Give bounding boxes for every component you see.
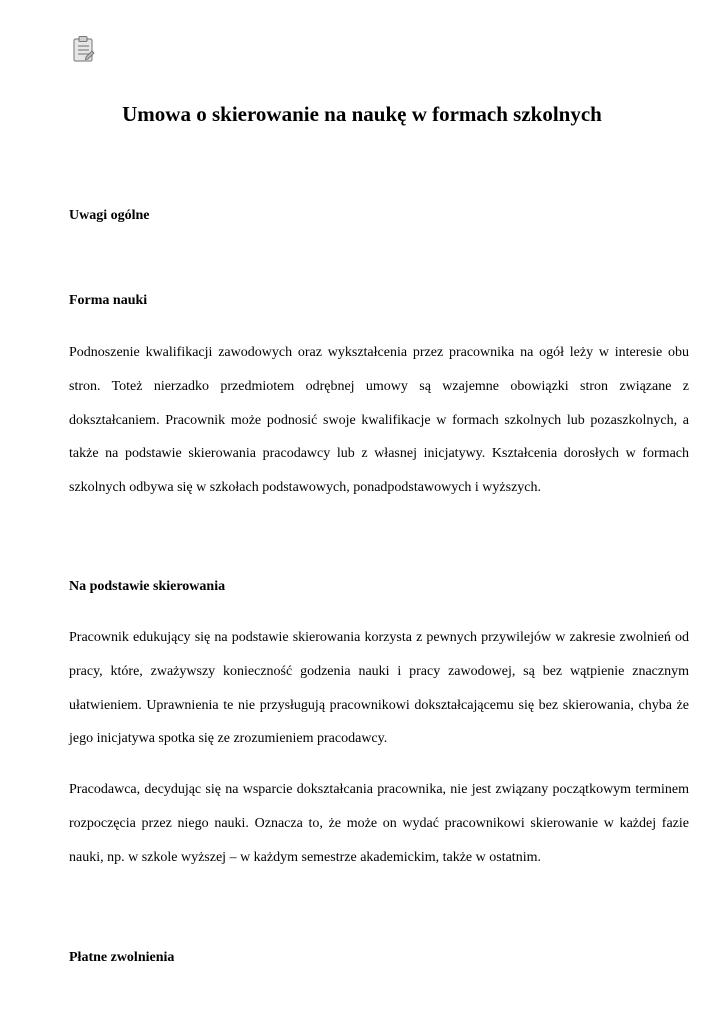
section-heading-general: Uwagi ogólne	[69, 208, 150, 223]
clipboard-document-icon	[72, 34, 96, 64]
document-title: Umowa o skierowanie na naukę w formach szkolnych	[122, 102, 602, 126]
paragraph-form: Podnoszenie kwalifikacji zawodowych oraz wykształcenia przez pracownika na ogół leży w interesie obu stron. Toteż nierzadko przedmiotem odrębnej umowy są wzajemne obowiązki stron związane z dokształcaniem. Pracownik może podnosić swoje kwalifikacje w formach szkolnych lub pozaszkolnych, a także na podstawie skierowania pracodawcy lub z własnej inicjatywy. Kształcenia dorosłych w formach szkolnych odbywa się w szkołach podstawowych, ponadpodstawowych i wyższych.	[69, 345, 689, 496]
paragraph-referral-2: Pracodawca, decydując się na wsparcie dokształcania pracownika, nie jest związany początkowym terminem rozpoczęcia przez niego nauki. Oznacza to, że może on wydać pracownikowi skierowanie w każdej fazie nauki, np. w szkole wyższej – w każdym semestrze akademickim, także w ostatnim.	[69, 782, 689, 865]
paragraph-referral-1: Pracownik edukujący się na podstawie skierowania korzysta z pewnych przywilejów w zakresie zwolnień od pracy, które, zważywszy konieczność godzenia nauki i pracy zawodowej, są bez wątpienie znacznym ułatwieniem. Uprawnienia te nie przysługują pracownikowi dokształcającemu się bez skierowania, chyba że jego inicjatywa spotka się ze zrozumieniem pracodawcy.	[69, 630, 689, 747]
section-heading-paid-leave: Płatne zwolnienia	[69, 950, 175, 965]
section-heading-referral: Na podstawie skierowania	[69, 579, 226, 594]
section-heading-form: Forma nauki	[69, 293, 148, 308]
